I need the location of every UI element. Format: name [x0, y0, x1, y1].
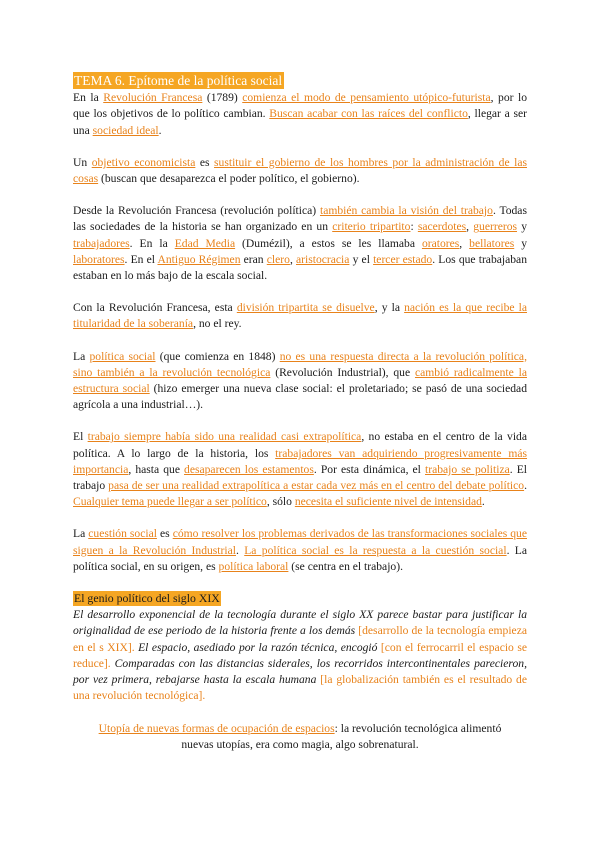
highlight: división tripartita se disuelve — [236, 301, 375, 315]
page-title: TEMA 6. Epítome de la política social — [74, 73, 283, 88]
highlight: cómo resolver los problemas derivados de las transformaciones sociales que siguen a la Revolución Industrial — [73, 527, 527, 557]
highlight: no es una respuesta directa a la revolución política, sino también a la revolución tecnológica — [73, 349, 527, 379]
section-subtitle: El genio político del siglo XIX — [74, 591, 220, 606]
highlight: objetivo economicista — [91, 155, 196, 169]
highlight: política social — [89, 349, 156, 363]
bracket-note: [con el ferrocarril el espacio se reduce]. — [73, 640, 527, 670]
highlight: trabajo se politiza — [424, 462, 510, 476]
highlight: Antiguo Régimen — [157, 252, 241, 266]
highlight: también cambia la visión del trabajo — [319, 204, 493, 218]
highlight: sociedad ideal — [92, 123, 159, 137]
paragraph-9: Utopía de nuevas formas de ocupación de espacios: la revolución tecnológica alimentó nuevas utopías, era como magia, algo sobrenatural. — [98, 721, 502, 751]
quote-text: El desarrollo exponencial de la tecnología durante el siglo XX parece bastar para justificar la originalidad de ese periodo de la historia frente a los demás — [73, 608, 527, 638]
highlight: criterio tripartito — [332, 220, 411, 234]
highlight: oratores — [421, 236, 460, 250]
highlight: trabajo siempre había sido una realidad casi extrapolítica — [87, 430, 362, 444]
highlight: Revolución Francesa — [103, 91, 203, 105]
highlight: cambió radicalmente la estructura social — [73, 365, 527, 396]
paragraph-4: Con la Revolución Francesa, esta división tripartita se disuelve, y la nación es la que recibe la titularidad de la soberanía, no el rey. — [73, 301, 527, 331]
paragraph-8 — [73, 607, 527, 704]
highlight: comienza el modo de pensamiento utópico-futurista — [242, 91, 491, 105]
highlight: pasa de ser una realidad extrapolítica a estar cada vez más en el centro del debate político — [108, 479, 525, 493]
highlight: nación es la que recibe la titularidad de la soberanía — [73, 301, 527, 331]
highlight: cuestión social — [88, 527, 157, 541]
highlight: Buscan acabar con las raíces del conflicto — [269, 107, 468, 121]
highlight: necesita el suficiente nivel de intensidad — [294, 495, 482, 509]
highlight: sustituir el gobierno de los hombres por la administración de las cosas — [73, 155, 527, 186]
document-page — [73, 72, 527, 753]
bracket-note: [desarrollo de la tecnología empieza en el s XIX]. — [73, 624, 527, 654]
highlight: desaparecen los estamentos — [184, 462, 314, 476]
paragraph-7: La cuestión social es cómo resolver los problemas derivados de las transformaciones sociales que siguen a la Revolución Industrial. La política social es la respuesta a la cuestión social. La política social, en su origen, es política laboral (se centra en el trabajo). — [73, 527, 528, 573]
quote-text: Comparadas con las distancias siderales, los recorridos intercontinentales parecieron, por vez primera, rebajarse hasta la escala humana — [73, 656, 527, 687]
highlight: sacerdotes — [417, 220, 467, 234]
paragraph-5: La política social (que comienza en 1848) no es una respuesta directa a la revolución política, sino también a la revolución tecnológica (Revolución Industrial), que cambió radicalmente la estructura social (hizo emerger una nueva clase social: el proletariado; se pasó de una sociedad agrícola a una industrial…). — [73, 349, 527, 412]
highlight: clero — [266, 252, 290, 266]
highlight: guerreros — [473, 220, 518, 234]
highlight: bellatores — [469, 236, 515, 250]
highlight: laboratores — [73, 252, 125, 266]
highlight: Utopía de nuevas formas de ocupación de espacios — [98, 721, 335, 735]
highlight: La política social es la respuesta a la cuestión social — [244, 543, 507, 557]
paragraph-3: Desde la Revolución Francesa (revolución política) también cambia la visión del trabajo. Todas las sociedades de la historia se han organizado en un criterio tripartito: sacerdotes, guerreros y trabajadores. En la Edad Media (Dumézil), a estos se les llamaba oratores, bellatores y laboratores. En el Antiguo Régimen eran clero, aristocracia y el tercer estado. Los que trabajaban estaban en lo más bajo de la escala social. — [73, 204, 528, 283]
highlight: Cualquier tema puede llegar a ser político — [73, 495, 267, 509]
highlight: tercer estado — [373, 252, 433, 266]
highlight: Edad Media — [174, 236, 236, 250]
paragraph-1: En la Revolución Francesa (1789) comienza el modo de pensamiento utópico-futurista, por lo que los objetivos de lo político cambian. Buscan acabar con las raíces del conflicto, llegar a ser una sociedad ideal. — [73, 91, 527, 137]
highlight: trabajadores — [73, 236, 130, 250]
highlight: trabajadores van adquiriendo progresivamente más importancia — [73, 446, 528, 476]
bracket-note: [la globalización también es el resultado de una revolución tecnológica]. — [73, 673, 527, 703]
highlight: política laboral — [218, 559, 289, 573]
paragraph-2: Un objetivo economicista es sustituir el gobierno de los hombres por la administración de las cosas (buscan que desaparezca el poder político, el gobierno). — [73, 155, 527, 186]
paragraph-6: El trabajo siempre había sido una realidad casi extrapolítica, no estaba en el centro de la vida política. A lo largo de la historia, los trabajadores van adquiriendo progresivamente más importancia, hasta que desaparecen los estamentos. Por esta dinámica, el trabajo se politiza. El trabajo pasa de ser una realidad extrapolítica a estar cada vez más en el centro del debate político. Cualquier tema puede llegar a ser político, sólo necesita el suficiente nivel de intensidad. — [73, 430, 528, 509]
highlight: aristocracia — [296, 252, 350, 266]
quote-text: El espacio, asediado por la razón técnica, encogió — [138, 640, 378, 654]
